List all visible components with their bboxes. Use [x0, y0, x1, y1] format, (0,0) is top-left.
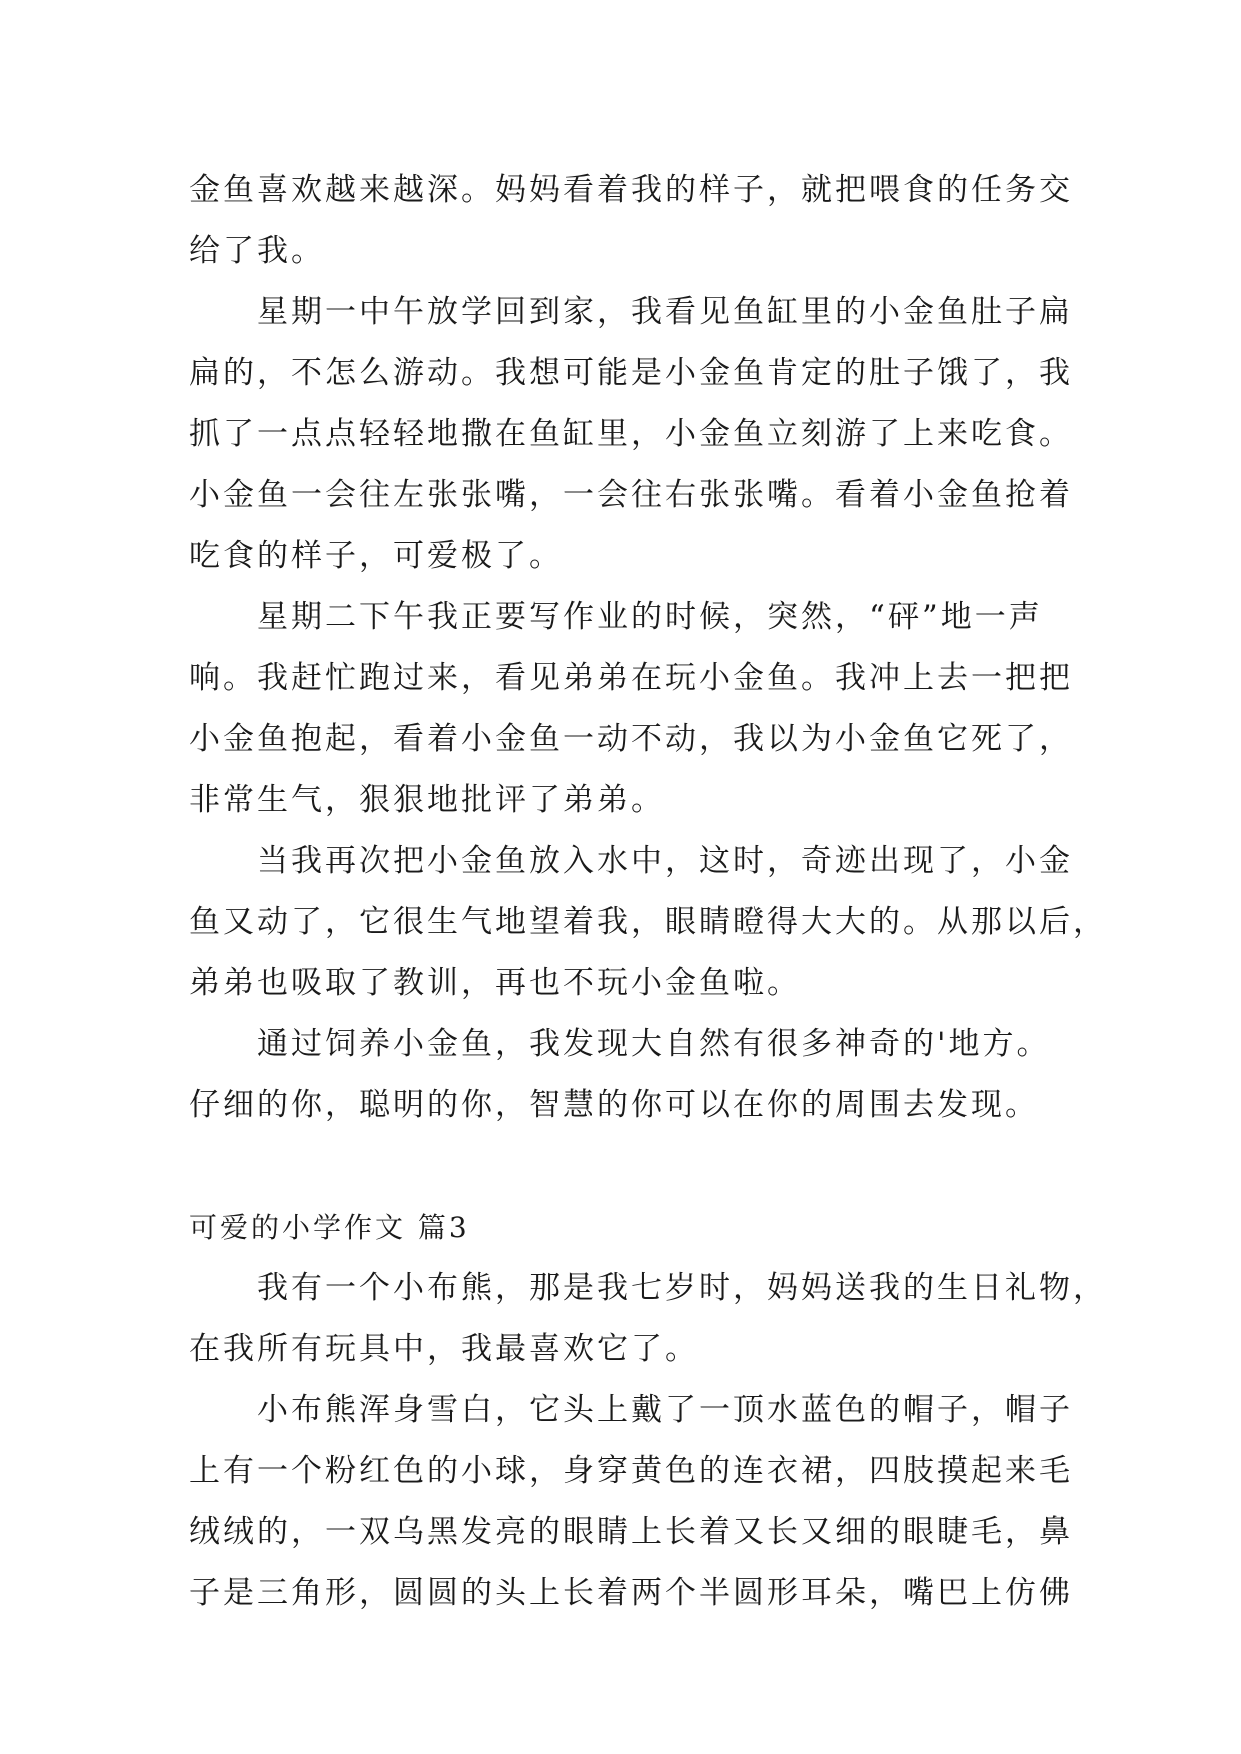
- text-line: 子是三角形，圆圆的头上长着两个半圆形耳朵，嘴巴上仿佛: [189, 1575, 1073, 1611]
- section-heading: 可爱的小学作文 篇3: [189, 1211, 470, 1244]
- document-body: [189, 160, 1107, 1624]
- text-line: 仔细的你，聪明的你，智慧的你可以在你的周围去发现。: [189, 1087, 1039, 1123]
- text-line: 吃食的样子，可爱极了。: [189, 538, 563, 574]
- section-spacer: [189, 1136, 1059, 1197]
- text-line: 金鱼喜欢越来越深。妈妈看着我的样子，就把喂食的任务交: [189, 172, 1073, 208]
- text-line: 非常生气，狠狠地批评了弟弟。: [189, 782, 665, 818]
- text-line: 给了我。: [189, 233, 325, 269]
- text-line: 小金鱼抱起，看着小金鱼一动不动，我以为小金鱼它死了，: [189, 721, 1073, 757]
- text-line: 星期二下午我正要写作业的时候，突然，“砰”地一声: [189, 599, 1043, 635]
- text-line: 当我再次把小金鱼放入水中，这时，奇迹出现了，小金: [189, 843, 1073, 879]
- text-line: 星期一中午放学回到家，我看见鱼缸里的小金鱼肚子扁: [189, 294, 1073, 330]
- text-line: 通过饲养小金鱼，我发现大自然有很多神奇的'地方。: [189, 1026, 1051, 1062]
- text-line: 绒绒的，一双乌黑发亮的眼睛上长着又长又细的眼睫毛，鼻: [189, 1514, 1073, 1550]
- text-line: 在我所有玩具中，我最喜欢它了。: [189, 1331, 699, 1367]
- text-line: 响。我赶忙跑过来，看见弟弟在玩小金鱼。我冲上去一把把: [189, 660, 1073, 696]
- text-line: 上有一个粉红色的小球，身穿黄色的连衣裙，四肢摸起来毛: [189, 1453, 1073, 1489]
- text-line: 抓了一点点轻轻地撒在鱼缸里，小金鱼立刻游了上来吃食。: [189, 416, 1073, 452]
- text-line: 鱼又动了，它很生气地望着我，眼睛瞪得大大的。从那以后，: [189, 904, 1107, 940]
- text-line: 小布熊浑身雪白，它头上戴了一顶水蓝色的帽子，帽子: [189, 1392, 1073, 1428]
- text-line: 弟弟也吸取了教训，再也不玩小金鱼啦。: [189, 965, 801, 1001]
- text-line: 我有一个小布熊，那是我七岁时，妈妈送我的生日礼物，: [189, 1270, 1107, 1306]
- text-line: 扁的，不怎么游动。我想可能是小金鱼肯定的肚子饿了，我: [189, 355, 1073, 391]
- text-line: 小金鱼一会往左张张嘴，一会往右张张嘴。看着小金鱼抢着: [189, 477, 1073, 513]
